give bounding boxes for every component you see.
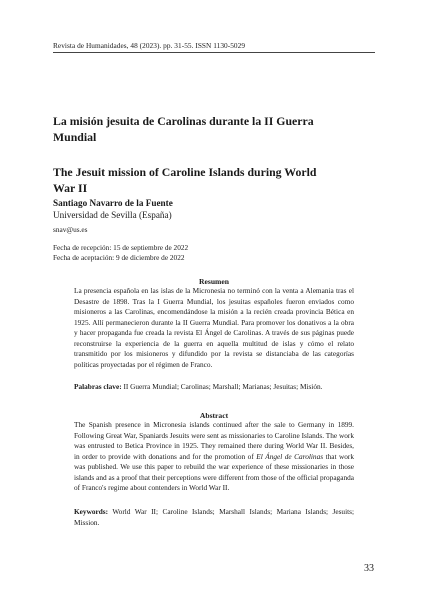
resumen-body: La presencia española en las islas de la Micronesia no terminó con la venta a Alemania tras el Desastre de 1898. Tras la I Guerra Mundial, los jesuitas españoles fueron enviados como misioneros a las Carolinas, encomendándose la misión a la recién creada provincia Bética en 1925. Allí permanecieron durante la II Guerra Mundial. Para promover los donativos a la obra y hacer propaganda fue creada la revista El Ángel de Carolinas. A través de sus páginas puede reconstruirse la experiencia de la guerra en aquella multitud de islas y cómo el relato transmitido por los misioneros y difundido por la revista se distanciaba de las categorías políticas proyectadas por el régimen de Franco. [74,286,354,369]
header-rule [53,52,375,53]
author-email: snav@us.es [53,225,88,234]
submission-dates [53,243,188,263]
title-english: The Jesuit mission of Caroline Islands during World War II [53,165,317,195]
keywords [74,507,354,528]
abstract-text-part1: The Spanish presence in Micronesia islands continued after the sale to Germany in 1899. Following Great War, Spaniards Jesuits were sent as missionaries to Caroline Islands. The work was entrusted to Betica Province in 1925. They remained there during World War II. Besides, in order to provide with donations and for the promotion of [74,420,354,461]
palabras-clave-label: Palabras clave: [74,382,122,391]
title-spanish: La misión jesuita de Carolinas durante la II Guerra Mundial [53,114,314,144]
page-number: 33 [364,563,374,574]
author-name: Santiago Navarro de la Fuente [53,198,173,208]
abstract-journal-title: El Ángel de Carolinas [256,451,324,461]
palabras-clave [74,382,354,393]
keywords-list: World War II; Caroline Islands; Marshall Islands; Mariana Islands; Jesuits; Mission. [74,507,354,527]
journal-citation: Revista de Humanidades, 48 (2023). pp. 31-55. ISSN 1130-5029 [53,41,246,50]
resumen-heading: Resumen [199,277,229,286]
keywords-label: Keywords: [74,507,109,516]
date-accepted: Fecha de aceptación: 9 de diciembre de 2022 [53,253,185,262]
palabras-clave-list: II Guerra Mundial; Carolinas; Marshall; Marianas; Jesuitas; Misión. [123,382,323,391]
date-received: Fecha de recepción: 15 de septiembre de 2022 [53,243,189,252]
author-affiliation: Universidad de Sevilla (España) [53,210,172,220]
abstract-body [74,420,354,494]
abstract-heading: Abstract [199,411,229,420]
abstract-text-part2: that work was published. We use this paper to rebuild the war experience of these missionaries in those islands and as a proof that their perceptions were different from those of the official propaganda of Franco's regime about contenders in World War II. [74,451,355,492]
